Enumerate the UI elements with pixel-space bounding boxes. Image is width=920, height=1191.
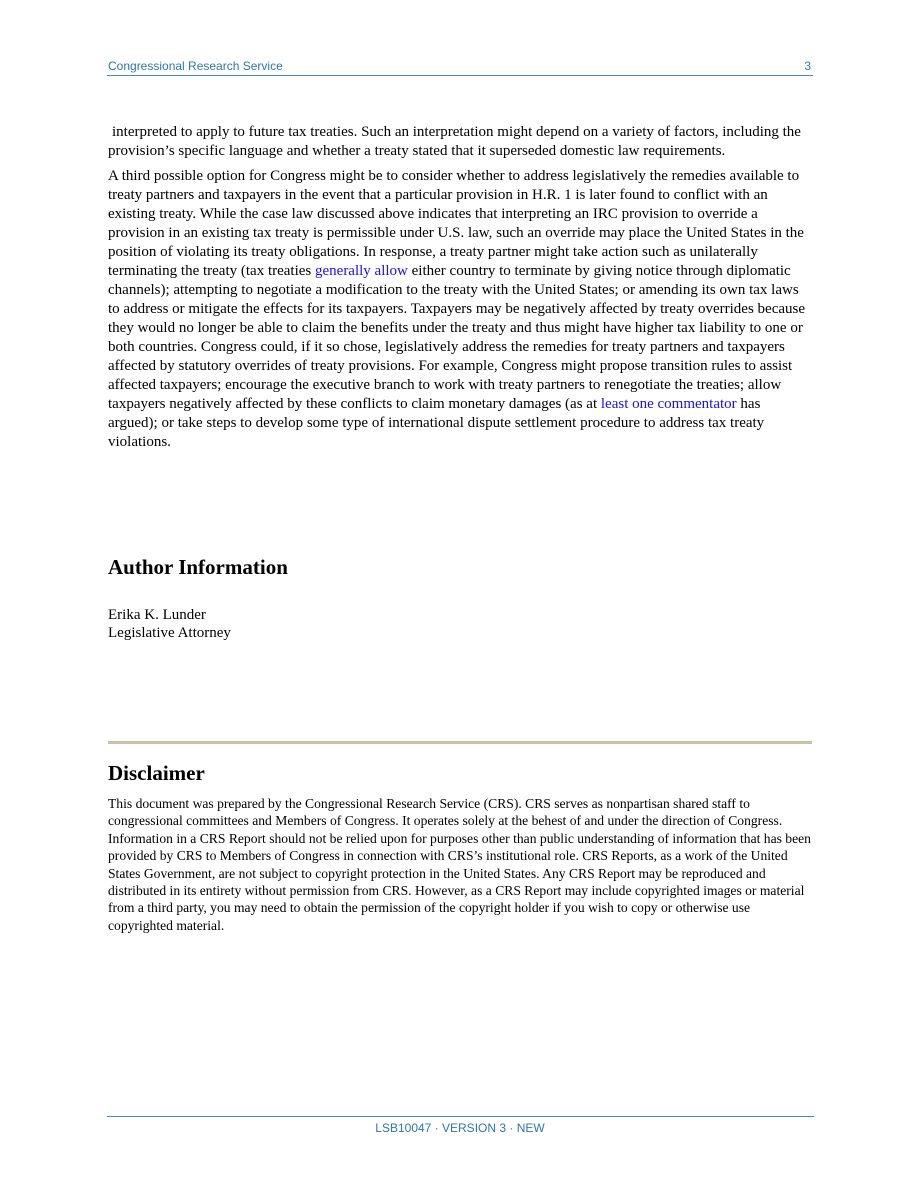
disclaimer-text: This document was prepared by the Congressional Research Service (CRS). CRS serves as nonpartisan shared staff to congressional committees and Members of Congress. It operates solely at the behest of and under the direction of Congress. Information in a CRS Report should not be relied upon for purposes other than public understanding of information that has been provided by CRS to Members of Congress in connection with CRS’s institutional role. CRS Reports, as a work of the United States Government, are not subject to copyright protection in the United States. Any CRS Report may be reproduced and distributed in its entirety without permission from CRS. However, as a CRS Report may include copyrighted images or material from a third party, you may need to obtain the permission of the copyright holder if you wish to copy or otherwise use copyrighted material. [108, 796, 811, 933]
author-name: Erika K. Lunder [108, 607, 206, 623]
paragraph-text: either country to terminate by giving notice through diplomatic channels); attempting to negotiate a modification to the treaty with the United States; or amending its own tax laws to address or mitigate the effects for its taxpayers. Taxpayers may be negatively affected by treaty overrides because they would no longer be able to claim the benefits under the treaty and thus might have higher tax liability to one or both countries. Congress could, if it so chose, legislatively address the remedies for treaty partners and taxpayers affected by statutory overrides of treaty provisions. For example, Congress might propose transition rules to assist affected taxpayers; encourage the executive branch to work with treaty partners to renegotiate the treaties; allow taxpayers negatively affected by these conflicts to claim monetary damages (as at [108, 263, 806, 412]
author-information-heading: Author Information [108, 555, 288, 579]
page-number: 3 [804, 59, 811, 73]
section-divider [108, 741, 812, 744]
least-one-commentator-link[interactable]: least one commentator [600, 396, 737, 412]
paragraph-third-option [108, 167, 813, 452]
disclaimer-heading: Disclaimer [108, 761, 205, 785]
paragraph-text: A third possible option for Congress might be to consider whether to address legislatively the remedies available to treaty partners and taxpayers in the event that a particular provision in H.R. 1 is later found to conflict with an existing treaty. While the case law discussed above indicates that interpreting an IRC provision to override a provision in an existing tax treaty is permissible under U.S. law, such an override may place the United States in the position of violating its treaty obligations. In response, a treaty partner might take action such as unilaterally terminating the treaty (tax treaties [108, 168, 804, 279]
author-title: Legislative Attorney [108, 625, 231, 641]
body-text [108, 123, 813, 458]
generally-allow-link[interactable]: generally allow [315, 263, 408, 279]
header-title: Congressional Research Service [108, 59, 283, 73]
footer-divider [107, 1116, 814, 1117]
paragraph-text: has argued); or take steps to develop some type of international dispute settlement procedure to address tax treaty violations. [108, 396, 765, 450]
page-header [107, 58, 813, 76]
footer-report-id: LSB10047 · VERSION 3 · NEW [375, 1121, 545, 1135]
paragraph-continuation: interpreted to apply to future tax treaties. Such an interpretation might depend on a variety of factors, including the provision’s specific language and whether a treaty stated that it superseded domestic law requirements. [108, 124, 801, 159]
